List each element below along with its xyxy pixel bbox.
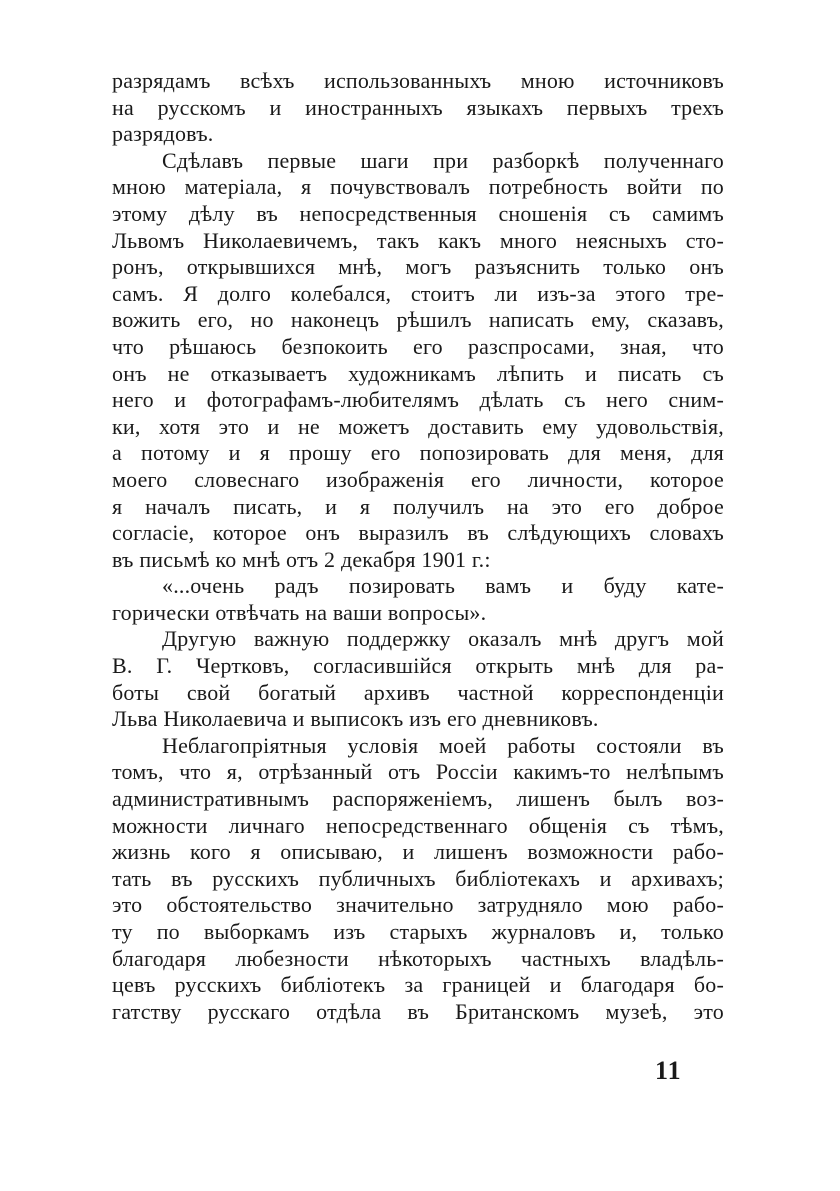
text-line: боты свой богатый архивъ частной корреспонденціи [112,679,724,705]
text-line: тать въ русскихъ публичныхъ библіотекахъ и архивахъ; [112,865,724,891]
text-line: ронъ, открывшихся мнѣ, могъ разъяснить только онъ [112,254,724,280]
text-line: «...очень радъ позировать вамъ и буду кате- [162,573,724,599]
text-line: на русскомъ и иностранныхъ языкахъ первыхъ трехъ [112,94,724,120]
page-body [112,68,724,1025]
text-line: этому дѣлу въ непосредственныя сношенія съ самимъ [112,200,724,226]
text-line: Сдѣлавъ первые шаги при разборкѣ полученнаго [162,147,724,173]
text-line: В. Г. Чертковъ, согласившійся открыть мнѣ для ра- [112,653,724,679]
text-line: что рѣшаюсь безпокоить его разспросами, зная, что [112,333,724,359]
text-line: Другую важную поддержку оказалъ мнѣ другъ мой [162,626,724,652]
text-line: жизнь кого я описываю, и лишенъ возможности рабо- [112,839,724,865]
text-line: административнымъ распоряженіемъ, лишенъ былъ воз- [112,786,724,812]
text-line: Льва Николаевича и выписокъ изъ его дневниковъ. [112,706,599,732]
text-line: горически отвѣчать на ваши вопросы». [112,599,487,625]
text-line: онъ не отказываетъ художникамъ лѣпить и писать съ [112,360,724,386]
text-line: а потому и я прошу его попозировать для меня, для [112,440,724,466]
text-line: ту по выборкамъ изъ старыхъ журналовъ и, только [112,919,724,944]
text-line: мною матеріала, я почувствовалъ потребность войти по [112,174,724,200]
text-line: въ письмѣ ко мнѣ отъ 2 декабря 1901 г.: [112,546,491,572]
text-line: томъ, что я, отрѣзанный отъ Россіи какимъ-то нелѣпымъ [112,759,724,785]
text-line: согласіе, которое онъ выразилъ въ слѣдующихъ словахъ [112,520,724,546]
text-line: я началъ писать, и я получилъ на это его доброе [112,493,724,519]
text-line: него и фотографамъ-любителямъ дѣлать съ него сним- [112,387,724,413]
text-line: гатству русскаго отдѣла въ Британскомъ музеѣ, это [112,998,724,1024]
text-line: моего словеснаго изображенія его личности, которое [112,466,724,492]
text-line: Неблагопріятныя условія моей работы состояли въ [162,732,724,758]
text-line: вожить его, но наконецъ рѣшилъ написать ему, сказавъ, [112,307,724,333]
text-line: разрядамъ всѣхъ использованныхъ мною источниковъ [112,68,724,93]
text-line: ки, хотя это и не можетъ доставить ему удовольствія, [112,413,724,439]
text-line: это обстоятельство значительно затрудняло мою рабо- [112,892,724,918]
text-line: разрядовъ. [112,121,214,147]
text-line: самъ. Я долго колебался, стоитъ ли изъ-за этого тре- [112,280,724,306]
text-line: Львомъ Николаевичемъ, такъ какъ много неясныхъ сто- [112,227,724,253]
text-line: можности личнаго непосредственнаго общенія съ тѣмъ, [112,812,724,838]
page-number: 11 [655,1056,682,1085]
text-line: благодаря любезности нѣкоторыхъ частныхъ владѣль- [112,945,724,971]
text-line: цевъ русскихъ библіотекъ за границей и благодаря бо- [112,972,724,998]
